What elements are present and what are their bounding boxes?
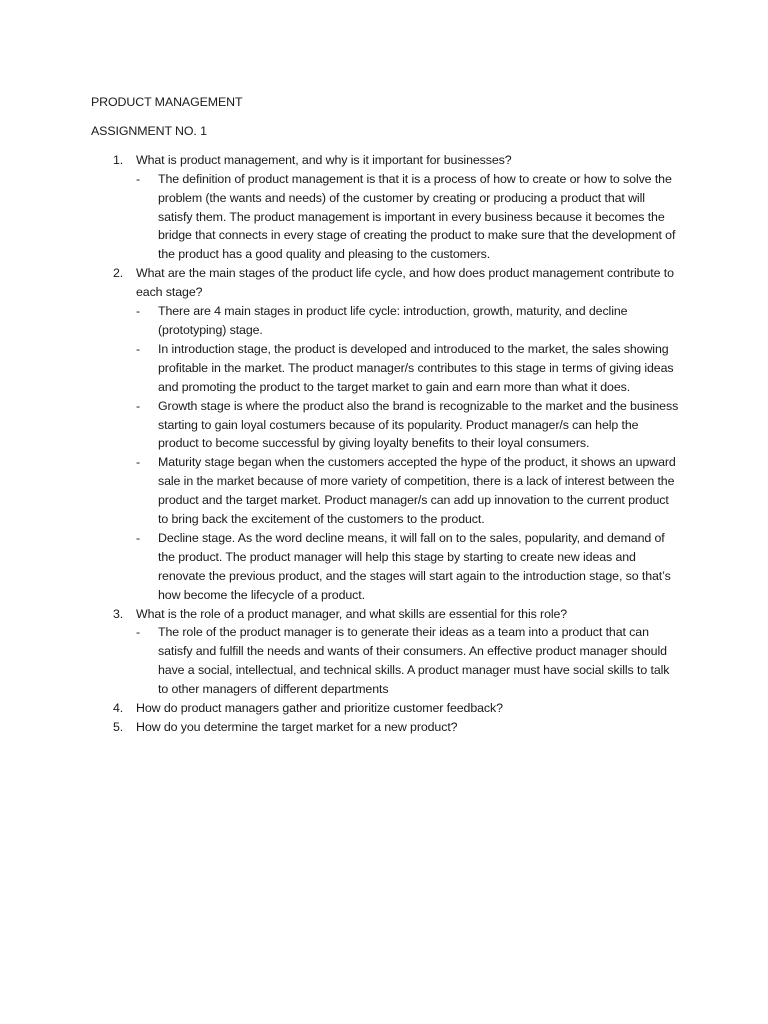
- answer-list: [136, 623, 681, 699]
- question-number: 3.: [113, 606, 124, 621]
- question-item-5: [91, 718, 681, 737]
- answer-item: [136, 340, 681, 397]
- bullet-dash: -: [136, 304, 141, 319]
- answer-text: The role of the product manager is to generate their ideas as a team into a product that can satisfy and fulfill the needs and wants of their consumers. An effective product manager should have a social, intellectual, and technical skills. A product manager must have social skills to talk to other managers of different departments: [158, 625, 670, 697]
- bullet-dash: -: [136, 171, 141, 186]
- document-title: PRODUCT MANAGEMENT: [91, 95, 243, 109]
- question-text: How do product managers gather and prioritize customer feedback?: [136, 701, 503, 716]
- answer-item: [136, 302, 681, 340]
- answer-text: In introduction stage, the product is developed and introduced to the market, the sales showing profitable in the market. The product manager/s contributes to this stage in terms of giving ideas and promoting the product to the target market to gain and earn more than what it does.: [158, 341, 674, 394]
- bullet-dash: -: [136, 341, 141, 356]
- answer-text: There are 4 main stages in product life cycle: introduction, growth, maturity, and decline (prototyping) stage.: [158, 304, 628, 337]
- question-number: 5.: [113, 720, 124, 734]
- answer-text: Maturity stage began when the customers accepted the hype of the product, it shows an upward sale in the market because of more variety of competition, there is a lack of interest between the product and the target market. Product manager/s can add up innovation to the current product to bring back the excitement of the customers to the product.: [158, 455, 676, 527]
- question-text: What are the main stages of the product life cycle, and how does product management contribute to each stage?: [136, 266, 674, 300]
- answer-item: [136, 397, 681, 454]
- question-text: How do you determine the target market for a new product?: [136, 720, 458, 734]
- answer-item: [136, 170, 681, 265]
- question-number: 4.: [113, 701, 124, 716]
- answer-list: [136, 302, 681, 605]
- answer-item: [136, 529, 681, 605]
- question-item-4: [91, 699, 681, 718]
- bullet-dash: -: [136, 530, 141, 545]
- bullet-dash: -: [136, 455, 141, 470]
- answer-list: [136, 170, 681, 265]
- question-item-2: [91, 264, 681, 604]
- answer-item: [136, 623, 681, 699]
- question-text: What is the role of a product manager, and what skills are essential for this role?: [136, 606, 568, 621]
- question-number: 1.: [113, 152, 124, 167]
- assignment-label: ASSIGNMENT NO. 1: [91, 123, 207, 138]
- bullet-dash: -: [136, 398, 141, 413]
- question-item-1: [91, 151, 681, 264]
- question-item-3: [91, 605, 681, 700]
- answer-text: Decline stage. As the word decline means, it will fall on to the sales, popularity, and demand of the product. The product manager will help this stage by starting to create new ideas and renovate the previous product, and the stages will start again to the introduction stage, so that’s how become the lifecycle of a product.: [158, 530, 671, 602]
- document-body: [91, 93, 681, 737]
- question-number: 2.: [113, 266, 124, 281]
- answer-text: The definition of product management is that it is a process of how to create or how to solve the problem (the wants and needs) of the customer by creating or producing a product that will satisfy them. The product management is important in every business because it becomes the bridge that connects in every stage of creating the product to make sure that the development of the product has a good quality and pleasing to the customers.: [158, 171, 676, 262]
- answer-item: [136, 453, 681, 529]
- question-list: [91, 151, 681, 737]
- answer-text: Growth stage is where the product also the brand is recognizable to the market and the business starting to gain loyal costumers because of its popularity. Product manager/s can help the product to become successful by giving loyalty benefits to their loyal consumers.: [158, 398, 679, 451]
- bullet-dash: -: [136, 625, 141, 640]
- question-text: What is product management, and why is it important for businesses?: [136, 152, 512, 167]
